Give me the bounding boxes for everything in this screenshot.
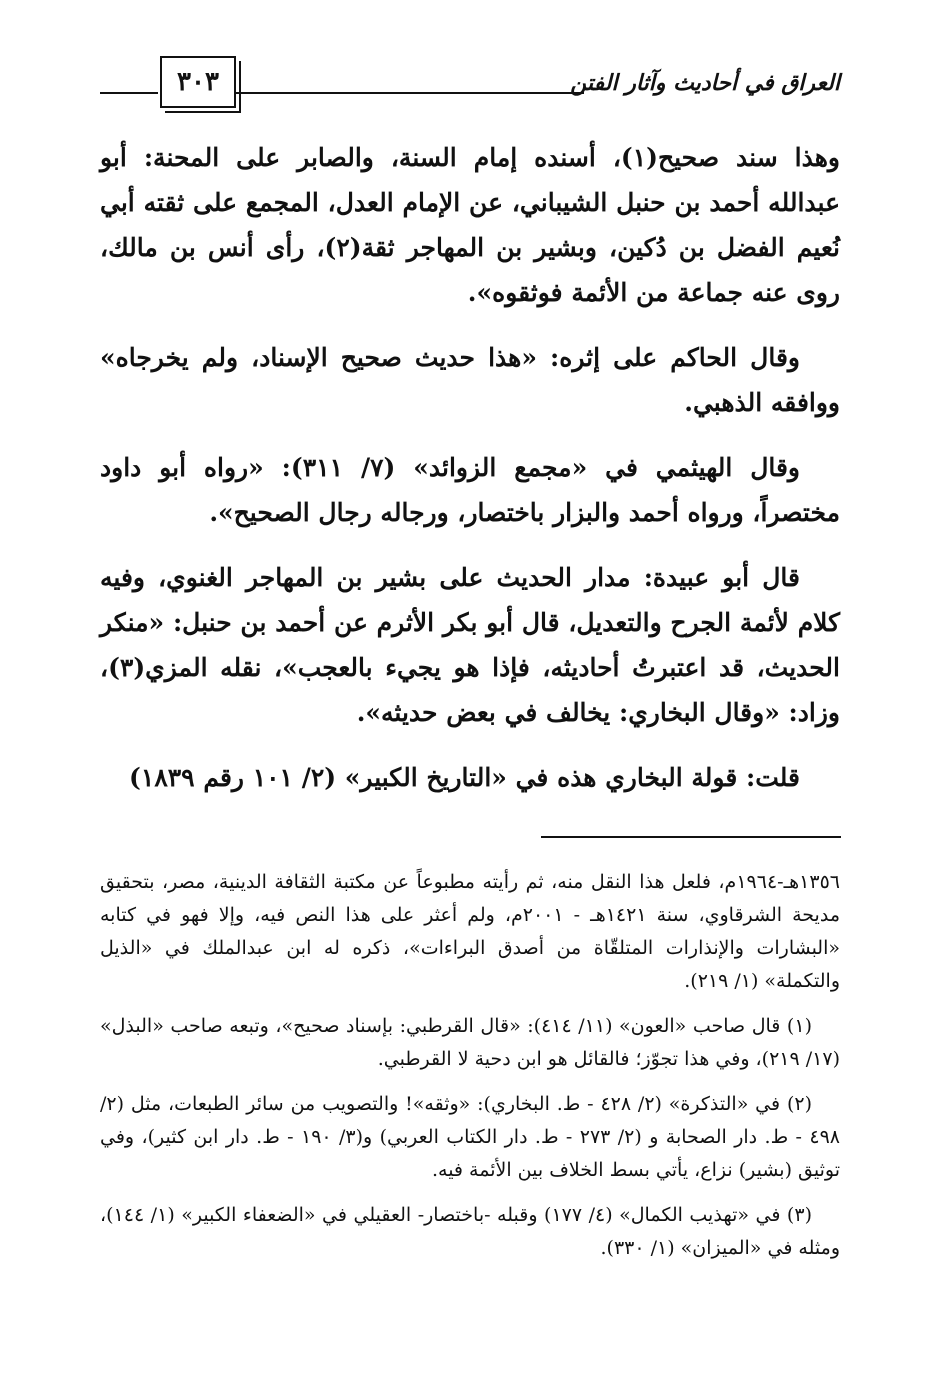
paragraph: قال أبو عبيدة: مدار الحديث على بشير بن المهاجر الغنوي، وفيه كلام لأئمة الجرح والتعديل، قال أبو بكر الأثرم عن أحمد بن حنبل: «منكر الحديث، قد اعتبرتُ أحاديثه، فإذا هو يجيء بالعجب»، نقله المزي(٣)، وزاد: «وقال البخاري: يخالف في بعض حديثه».: [100, 563, 840, 727]
footnotes: [100, 866, 840, 1277]
footnote-2: (٢) في «التذكرة» (٢/ ٤٢٨ - ط. البخاري): «وثقه»! والتصويب من سائر الطبعات، مثل (٢/ ٤٩٨ - ط. دار الصحابة و (٢/ ٢٧٣ - ط. دار الكتاب العربي) و(٣/ ١٩٠ - ط. دار ابن كثير)، وفي توثيق (بشير) نزاع، يأتي بسط الخلاف بين الأئمة فيه.: [100, 1093, 840, 1181]
header-rule-left: [100, 92, 158, 94]
main-text: [100, 135, 840, 820]
footnote-3: (٣) في «تهذيب الكمال» (٤/ ١٧٧) وقبله -باختصار- العقيلي في «الضعفاء الكبير» (١/ ١٤٤)، ومثله في «الميزان» (١/ ٣٣٠).: [100, 1204, 840, 1259]
running-book-title: العراق في أحاديث وآثار الفتن: [570, 70, 840, 96]
page-number: ٣٠٣: [160, 56, 236, 108]
page-header: [100, 56, 840, 122]
header-rule-right: [236, 92, 584, 94]
paragraph: وهذا سند صحيح(١)، أسنده إمام السنة، والصابر على المحنة: أبو عبدالله أحمد بن حنبل الشيباني، عن الإمام العدل، المجمع على ثقته أبي نُعيم الفضل بن دُكين، وبشير بن المهاجر ثقة(٢)، رأى أنس بن مالك، روى عنه جماعة من الأئمة فوثقوه».: [100, 143, 840, 307]
paragraph: قلت: قولة البخاري هذه في «التاريخ الكبير» (٢/ ١٠١ رقم ١٨٣٩): [129, 763, 800, 792]
footnote-1: (١) قال صاحب «العون» (١١/ ٤١٤): «قال القرطبي: بإسناد صحيح»، وتبعه صاحب «البذل» (١٧/ ٢١٩)، وفي هذا تجوّز؛ فالقائل هو ابن دحية لا القرطبي.: [100, 1015, 840, 1070]
footnote-continuation: ١٣٥٦هـ-١٩٦٤م، فلعل هذا النقل منه، ثم رأيته مطبوعاً عن مكتبة الثقافة الدينية، مصر، بتحقيق مديحة الشرقاوي، سنة ١٤٢١هـ - ٢٠٠١م، ولم أعثر على هذا النص فيه، وإلا فهو في كتابه «البشارات والإنذارات المتلقّاة من أصدق البراءات»، ذكره له ابن عبدالملك في «الذيل والتكملة» (١/ ٢١٩).: [100, 871, 840, 992]
footnote-separator: [541, 836, 841, 838]
paragraph: وقال الهيثمي في «مجمع الزوائد» (٧/ ٣١١): «رواه أبو داود مختصراً، ورواه أحمد والبزار باختصار، ورجاله رجال الصحيح».: [100, 453, 840, 527]
paragraph: وقال الحاكم على إثره: «هذا حديث صحيح الإسناد، ولم يخرجاه» ووافقه الذهبي.: [100, 343, 840, 417]
